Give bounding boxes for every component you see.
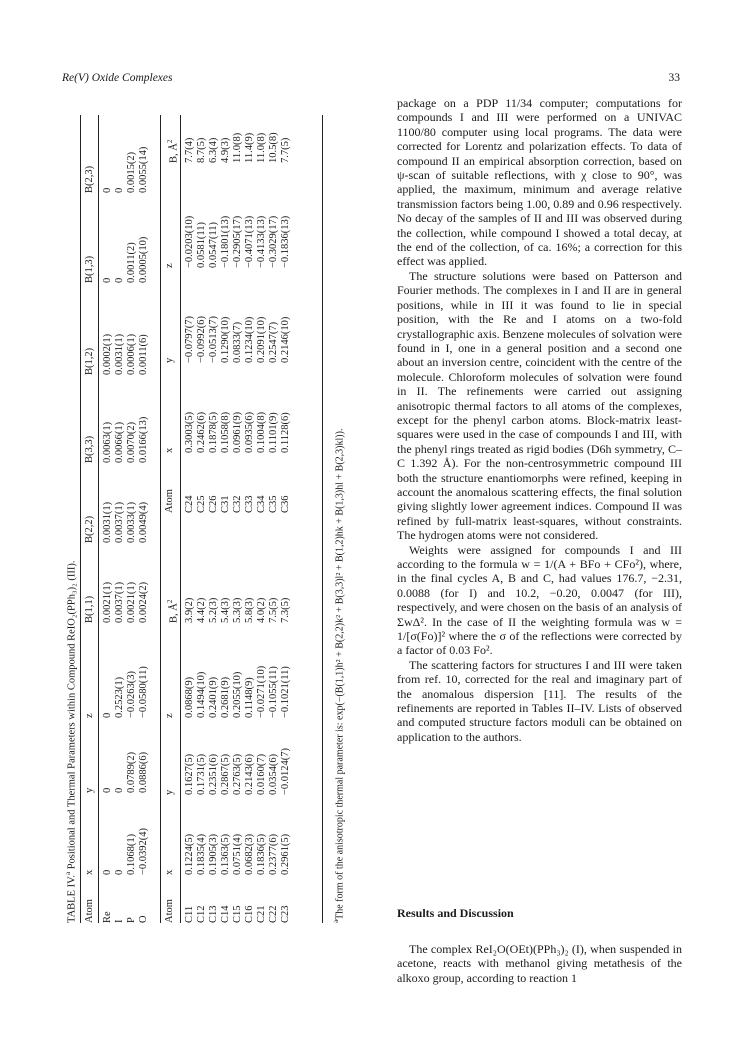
table-cell: C25 [196,495,207,513]
table-cell: 0.1494(10) [196,671,207,718]
header-label: x [164,869,175,875]
table-cell: 0.2143(6) [244,753,255,795]
column-header [84,516,96,543]
table-cell: −0.2905(17) [232,215,243,268]
table-cell: 0.0354(6) [268,753,279,795]
table-column [102,666,150,718]
column-header [84,348,96,375]
paragraph: The complex ReI₂O(OEt)(PPh₃)₂ (I), when suspended in acetone, reacts with methanol giving metathesis of the alkoxo group, according to reaction 1 [397,942,682,985]
table-cell: C15 [232,905,243,923]
table-cell: 0.0581(11) [196,222,207,268]
header-label: B(3,3) [84,435,95,463]
table-rule [180,115,181,923]
table-cell: 4.9(3) [220,137,231,163]
header-label: Atom [164,489,175,513]
table-cell: 0.1004(8) [256,411,267,453]
table-cell: −0.0580(11) [138,666,149,718]
table-cell: C33 [244,495,255,513]
header-label: x [84,869,95,875]
table-cell: C35 [268,495,279,513]
discussion-section [397,942,682,985]
table-cell: 0.1363(5) [220,833,231,875]
table-cell: 5.4(3) [220,597,231,623]
table-cell: 5.3(3) [232,597,243,623]
table-cell: 0.0070(2) [126,421,137,463]
table-cell: 0.3003(5) [184,411,195,453]
column-header [84,256,96,283]
table-cell: 6.3(4) [208,137,219,163]
column-header [84,596,96,623]
table-cell: 7.3(5) [280,597,291,623]
table-caption-mark: a [64,871,72,876]
table-cell: 0 [102,869,113,875]
table-cell: 4.0(2) [256,597,267,623]
table-column [184,495,292,513]
column-header [164,263,176,268]
table-cell: 0.2523(1) [114,676,125,718]
table-cell: 0 [102,712,113,718]
table-cell: 0 [102,787,113,793]
table-cell: 0.2867(5) [220,753,231,795]
table-cell: 11.0(8) [256,132,267,163]
column-header [84,788,96,793]
table-cell: 0.2462(6) [196,411,207,453]
table-cell: P [126,917,137,923]
column-header [164,713,176,718]
table-cell: 0.0063(1) [102,421,113,463]
table-cell: 0.0049(4) [138,501,149,543]
header-superscript: 2 [166,599,174,604]
table-cell: 0.0031(1) [114,333,125,375]
table-cell: 0.0547(11) [208,222,219,268]
table-cell: −0.1801(13) [220,215,231,268]
header-label: B(2,2) [84,515,95,543]
table-footnote-mark: a [332,919,340,923]
table-cell: −0.0992(6) [196,315,207,363]
table-cell: 0.0868(9) [184,676,195,718]
header-label: y [164,789,175,795]
table-cell: 0 [114,187,125,193]
table-cell: −0.0203(10) [184,215,195,268]
table-column [184,412,292,453]
header-label: z [164,263,175,268]
table-column [102,582,150,623]
table-cell: 0.0037(1) [114,501,125,543]
column-header [84,166,96,193]
table-cell: −0.4071(13) [244,215,255,268]
table-cell: 10.5(8) [268,132,279,163]
text-column [397,96,682,985]
table-cell: 0.0002(1) [102,333,113,375]
table-cell: 5.2(3) [208,597,219,623]
table-cell: −0.0271(10) [256,665,267,718]
paragraph: package on a PDP 11/34 computer; computations for compounds I and III were performed on a UNIVAC 1100/80 computer using local programs. The data were corrected for Lorentz and polarization effects. To data of compound II an empirical absorption correction, based on ψ-scan of suitable reflections, with χ close to 90°, was applied, the maximum, minimum and average relative transmission factors being 1.00, 0.89 and 0.96 respectively. No decay of the samples of II and III was observed during the collection, while compound I showed a total decay, at the end of the collection, of ca. 16%; a correction for this effect was applied. [397,96,682,269]
table-column [102,147,150,193]
table-rule [98,115,99,923]
table-cell: −0.4133(13) [256,215,267,268]
header-label: z [84,713,95,718]
table-column [184,216,292,268]
table-cell: 0.0005(10) [138,236,149,283]
table-cell: 0.0935(6) [244,411,255,453]
column-header [164,870,176,875]
table-cell: C32 [232,495,243,513]
table-column [102,334,150,375]
header-label: Atom [84,899,95,923]
table-cell: −0.1836(13) [280,215,291,268]
table-column [184,834,292,875]
header-label: y [84,787,95,793]
table-cell: 0.1835(4) [196,833,207,875]
table-cell: 0.1148(9) [244,677,255,718]
column-header [84,870,96,875]
table-column [102,752,150,793]
table-cell: C31 [220,495,231,513]
table-iv [60,115,344,923]
table-cell: 0.2091(10) [256,316,267,363]
table-cell: 0.0011(2) [126,242,137,283]
table-cell: 0.0751(4) [232,833,243,875]
table-column [102,417,150,463]
table-column [184,598,292,623]
table-cell: 0.1878(5) [208,411,219,453]
table-rule [160,115,161,923]
table-cell: 0.0055(14) [138,146,149,193]
header-label: B(2,3) [84,165,95,193]
table-cell: 11.4(9) [244,132,255,163]
table-cell: 0 [102,187,113,193]
header-label: z [164,713,175,718]
table-column [102,237,150,283]
table-cell: 0.2681(9) [220,676,231,718]
running-head: Re(V) Oxide Complexes [62,72,173,84]
table-column [102,911,150,923]
column-header [164,448,176,453]
table-cell: 0.0886(6) [138,751,149,793]
header-superscript: 2 [166,139,174,144]
header-label: Atom [164,899,175,923]
page-number: 33 [668,72,680,84]
table-cell: 0 [102,277,113,283]
table-cell: 0.1627(5) [184,753,195,795]
header-label: B(1,1) [84,595,95,623]
paragraph: The scattering factors for structures I and III were taken from ref. 10, corrected for the real and imaginary part of the anomalous dispersion [11]. The results of the refinements are reported in Tables II–IV. Lists of observed and computed structure factors moduli can be obtained on application to the authors. [397,657,682,744]
header-label: y [164,357,175,363]
table-cell: C22 [268,905,279,923]
table-cell: 0.2401(9) [208,676,219,718]
column-header [84,436,96,463]
column-header [164,489,176,513]
table-cell: C23 [280,905,291,923]
table-cell: 0.0833(7) [232,321,243,363]
table-column [102,502,150,543]
header-label: B, Å [168,143,180,163]
table-cell: 0.1234(10) [244,316,255,363]
table-footnote-text: The form of the anisotropic thermal parameter is: exp(−(B(1,1)h² + B(2,2)k² + B(3,3)l² + B(1,2)hk + B(1,3)hl + B(2,3)kl)). [334,428,346,920]
table-cell: 0.2763(5) [232,753,243,795]
table-cell: C36 [280,495,291,513]
table-cell: I [114,919,125,923]
header-label: B(1,3) [84,255,95,283]
table-cell: 0.0021(1) [102,581,113,623]
table-cell: 0.0011(6) [138,334,149,375]
table-cell: 0.0961(9) [232,411,243,453]
table-cell: 0.0021(1) [126,581,137,623]
section-heading: Results and Discussion [397,906,514,920]
table-rule [322,115,323,923]
table-cell: 4.4(2) [196,597,207,623]
column-header [164,899,176,923]
table-cell: 0.0006(1) [126,333,137,375]
column-header [84,899,96,923]
table-cell: 0.1905(3) [208,833,219,875]
table-cell: 0.1068(1) [126,833,137,875]
table-cell: −0.0797(7) [184,315,195,363]
table-cell: 0.0024(2) [138,581,149,623]
table-cell: 0.0682(3) [244,833,255,875]
column-header [84,713,96,718]
header-label: B, Å [168,603,180,623]
table-cell: C21 [256,905,267,923]
header-label: B(1,2) [84,347,95,375]
table-cell: 0.0166(13) [138,416,149,463]
table-cell: 0 [114,869,125,875]
table-cell: 11.0(8) [232,132,243,163]
table-cell: 0.2377(6) [268,833,279,875]
table-caption-prefix: TABLE IV. [66,875,78,923]
table-rule [80,115,81,923]
table-cell: −0.1055(11) [268,666,279,718]
table-cell: 0.1101(9) [268,412,279,453]
table-cell: 0.0160(7) [256,753,267,795]
table-cell: 0.2146(10) [280,316,291,363]
table-cell: 0.1058(8) [220,411,231,453]
table-cell: 3.9(2) [184,597,195,623]
table-cell: 0.1731(5) [196,753,207,795]
table-cell: 0.1836(5) [256,833,267,875]
table-cell: C11 [184,905,195,923]
table-footnote [330,429,346,923]
table-cell: 0.0037(1) [114,581,125,623]
table-cell: C16 [244,905,255,923]
table-cell: 0 [114,787,125,793]
table-cell: 0.1290(10) [220,316,231,363]
table-cell: 0.1224(5) [184,833,195,875]
table-cell: −0.0513(7) [208,315,219,363]
paragraph: Weights were assigned for compounds I and III according to the formula w = 1/(A + BFo + CFo²), where, in the final cycles A, B and C, had values 176.7, −2.31, 0.0088 (for I) and 10.2, −0.20, 0.0047 (for III), respectively, and were chosen on the basis of an analysis of ΣwΔ². In the case of II the weighting formula was w = 1/[σ(Fo)]² where the σ of the reflections were corrected by a factor of 0.03 Fo². [397,542,682,658]
table-cell: −0.0392(4) [138,827,149,875]
table-cell: 0.0033(1) [126,501,137,543]
table-cell: 0 [114,277,125,283]
table-cell: 0.0031(1) [102,501,113,543]
table-cell: −0.1021(11) [280,666,291,718]
table-cell: 0.0066(1) [114,421,125,463]
table-cell: C14 [220,905,231,923]
table-cell: O [138,915,149,923]
table-cell: C24 [184,495,195,513]
column-header [164,790,176,795]
table-cell: 8.7(5) [196,137,207,163]
table-cell: 7.7(4) [184,137,195,163]
table-cell: Re [102,911,113,923]
table-cell: 5.8(3) [244,597,255,623]
table-column [102,828,150,875]
table-cell: −0.0124(7) [280,747,291,795]
table-iv-rotated [60,115,344,923]
table-column [184,316,292,363]
table-cell: 0.1128(6) [280,412,291,453]
column-header [164,140,181,163]
table-caption [62,560,79,923]
table-column [184,905,292,923]
table-caption-text: Positional and Thermal Parameters within Compound ReIO₂(PPh₃)₂ (III). [66,560,78,872]
table-cell: −0.3029(17) [268,215,279,268]
table-cell: 0.2055(10) [232,671,243,718]
table-cell: 0.2351(6) [208,753,219,795]
paragraph: The structure solutions were based on Patterson and Fourier methods. The complexes in I and II are in general positions, while in III it was found to lie in special position, with the Re and I atoms on a two-fold crystallographic axis. Benzene molecules of solvation were found in I, one in a general position and a second one about an inversion centre, coincident with the centre of the molecule. Chloroform molecules of solvation were found in II. The refinements were carried out assigning anisotropic thermal factors to all atoms of the complexes, except for the phenyl carbon atoms. Block-matrix least-squares were used in the case of compounds I and III, with the phenyl rings treated as rigid bodies (D6h symmetry, C–C 1.392 Å). For the non-centrosymmetric compound III both the structure enantiomorphs were refined, keeping in account the anomalous scattering effects, the final solution giving slightly lower agreement indices. Compound II was refined by full-matrix least-squares, without constraints. The hydrogen atoms were not considered. [397,268,682,543]
table-cell: 0.2961(5) [280,833,291,875]
table-cell: C34 [256,495,267,513]
table-cell: −0.0263(3) [126,670,137,718]
table-cell: C12 [196,905,207,923]
table-cell: 7.7(5) [280,137,291,163]
table-column [184,666,292,718]
table-column [184,748,292,795]
column-header [164,600,181,623]
table-cell: C13 [208,905,219,923]
table-cell: 0.0789(2) [126,751,137,793]
table-cell: 0.2547(7) [268,321,279,363]
table-cell: 0.0015(2) [126,151,137,193]
table-cell: C26 [208,495,219,513]
table-cell: 7.5(5) [268,597,279,623]
table-column [184,132,292,163]
column-header [164,358,176,363]
header-label: x [164,447,175,453]
